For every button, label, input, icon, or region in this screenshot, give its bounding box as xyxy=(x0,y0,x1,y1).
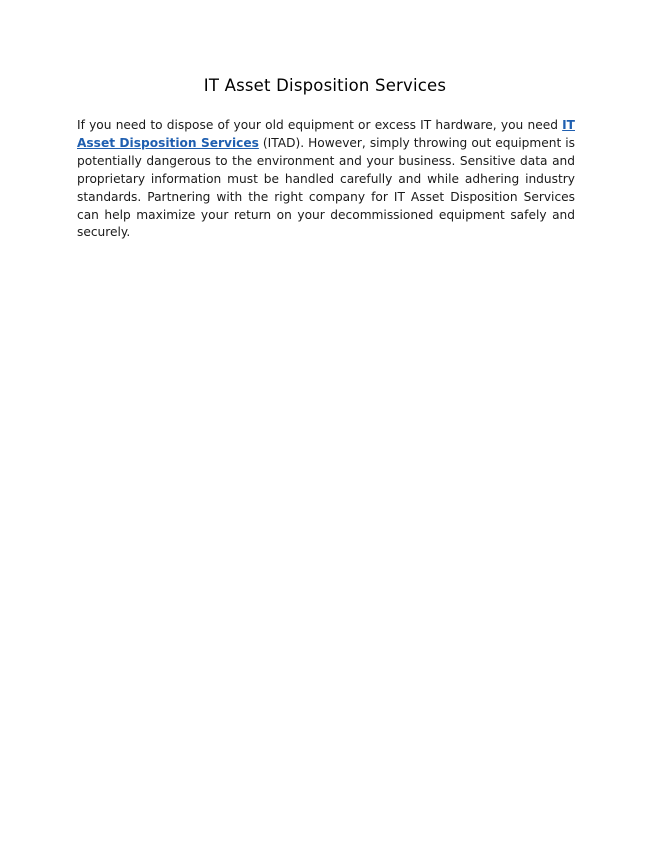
paragraph-text-after-link: (ITAD). However, simply throwing out equipment is potentially dangerous to the environment and your business. Sensitive data and proprietary information must be handled carefully and while adhering industry standards. Partnering with the right company for IT Asset Disposition Services can help maximize your return on your decommissioned equipment safely and securely. xyxy=(77,135,576,240)
paragraph-text-before-link: If you need to dispose of your old equipment or excess IT hardware, you need xyxy=(77,118,563,132)
document-title: IT Asset Disposition Services xyxy=(203,76,447,95)
itad-link[interactable]: IT Asset Disposition Services xyxy=(77,118,575,150)
body-paragraph xyxy=(77,117,575,242)
